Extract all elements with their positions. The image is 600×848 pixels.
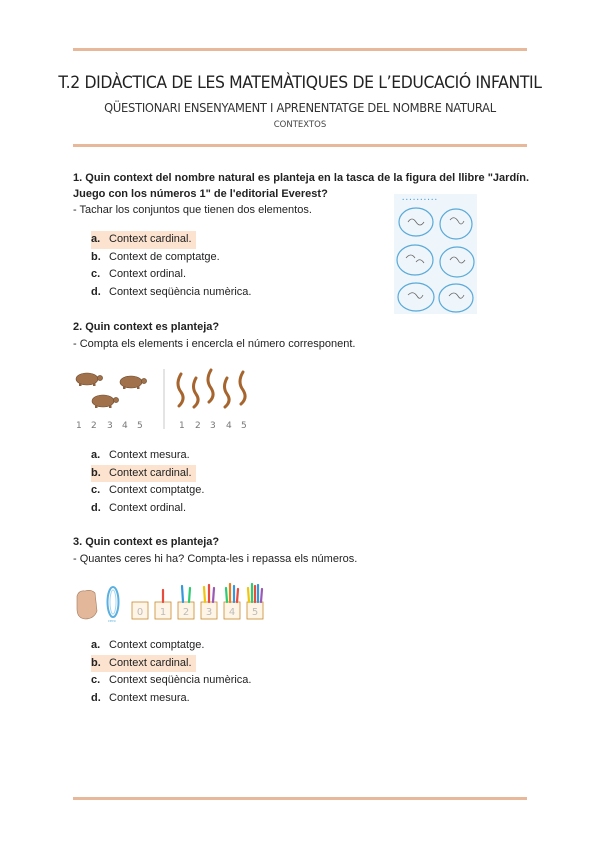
option-1d[interactable] (91, 284, 253, 302)
option-3b[interactable] (91, 655, 253, 673)
number-label: 5 (241, 421, 247, 431)
number-label: 5 (137, 421, 143, 431)
question-2-instruction: - Compta els elements i encercla el número corresponent. (73, 338, 356, 350)
option-letter: c. (91, 484, 101, 496)
question-1-options (91, 231, 253, 301)
option-text: Context cardinal. (109, 466, 192, 479)
number-label: 2 (91, 421, 97, 431)
option-letter: a. (91, 639, 101, 651)
option-1c[interactable] (91, 266, 253, 284)
number-label: 1 (76, 421, 82, 431)
number-label: 3 (107, 421, 113, 431)
question-1-heading: 1. Quin context del nombre natural es planteja en la tasca de la figura del llibre "Jardín. Juego con los números 1" de l'editorial Everest? (73, 172, 529, 200)
seahorse-icon (178, 370, 245, 407)
option-letter: c. (91, 268, 101, 280)
option-letter: b. (91, 466, 101, 479)
option-letter: b. (91, 250, 101, 263)
number-label: 3 (210, 421, 216, 431)
option-text: Context de comptatge. (109, 250, 220, 263)
hand-icon (77, 590, 97, 619)
option-text: Context cardinal. (109, 233, 192, 245)
number-label: 3 (205, 607, 213, 618)
number-label: 2 (195, 421, 201, 431)
option-letter: d. (91, 501, 101, 514)
number-label: 4 (122, 421, 128, 431)
option-2d[interactable] (91, 500, 206, 518)
option-2a[interactable] (91, 447, 206, 465)
option-letter: a. (91, 449, 101, 461)
question-1-instruction: - Tachar los conjuntos que tienen dos elementos. (73, 204, 312, 216)
option-1b[interactable] (91, 249, 253, 267)
question-3-instruction: - Quantes ceres hi ha? Compta-les i repassa els números. (73, 553, 358, 565)
question-3-heading: 3. Quin context es planteja? (73, 536, 220, 548)
option-text: Context comptatge. (109, 484, 205, 496)
page-title: T.2 DIDÀCTICA DE LES MATEMÀTIQUES DE L’EDUCACIÓ INFANTIL (58, 73, 542, 93)
option-letter: c. (91, 674, 101, 686)
option-letter: b. (91, 656, 101, 669)
option-text: Context seqüència numèrica. (109, 674, 252, 686)
footer-rule (73, 797, 527, 800)
top-rule (73, 48, 527, 51)
option-text: Context ordinal. (109, 268, 187, 280)
section-label: CONTEXTOS (273, 120, 327, 130)
option-text: Context comptatge. (109, 639, 205, 651)
page-subtitle: QÜESTIONARI ENSENYAMENT I APRENENTATGE DEL NOMBRE NATURAL (104, 100, 496, 115)
option-3c[interactable] (91, 672, 253, 690)
question-3-options (91, 637, 253, 707)
option-text: Context ordinal. (109, 501, 187, 514)
option-letter: d. (91, 285, 101, 298)
question-3 (73, 534, 529, 567)
option-letter: a. (91, 233, 101, 245)
option-2b[interactable] (91, 465, 206, 483)
number-label: 1 (179, 421, 185, 431)
option-3a[interactable] (91, 637, 253, 655)
question-2 (73, 319, 529, 352)
number-label: 5 (251, 607, 259, 618)
option-1a[interactable] (91, 231, 253, 249)
option-text: Context mesura. (109, 449, 190, 461)
question-2-figure (73, 364, 258, 434)
option-text: Context cardinal. (109, 656, 192, 669)
svg-text:• • • • • • • • • •: • • • • • • • • • • (402, 197, 438, 202)
number-label: 2 (182, 607, 190, 618)
svg-text:0: 0 (136, 607, 144, 618)
zero-icon (108, 587, 119, 617)
option-2c[interactable] (91, 482, 206, 500)
option-text: Context seqüència numèrica. (109, 285, 252, 298)
number-label: 4 (226, 421, 232, 431)
question-2-heading: 2. Quin context es planteja? (73, 321, 220, 333)
option-letter: d. (91, 691, 101, 704)
turtle-icon (76, 373, 147, 407)
svg-text:cero: cero (108, 619, 116, 623)
option-text: Context mesura. (109, 691, 190, 704)
number-label: 4 (228, 607, 236, 618)
question-2-options (91, 447, 206, 517)
number-label: 1 (159, 607, 167, 618)
header-rule (73, 144, 527, 147)
question-3-figure (73, 580, 268, 626)
option-3d[interactable] (91, 690, 253, 708)
question-1-figure (394, 194, 477, 314)
